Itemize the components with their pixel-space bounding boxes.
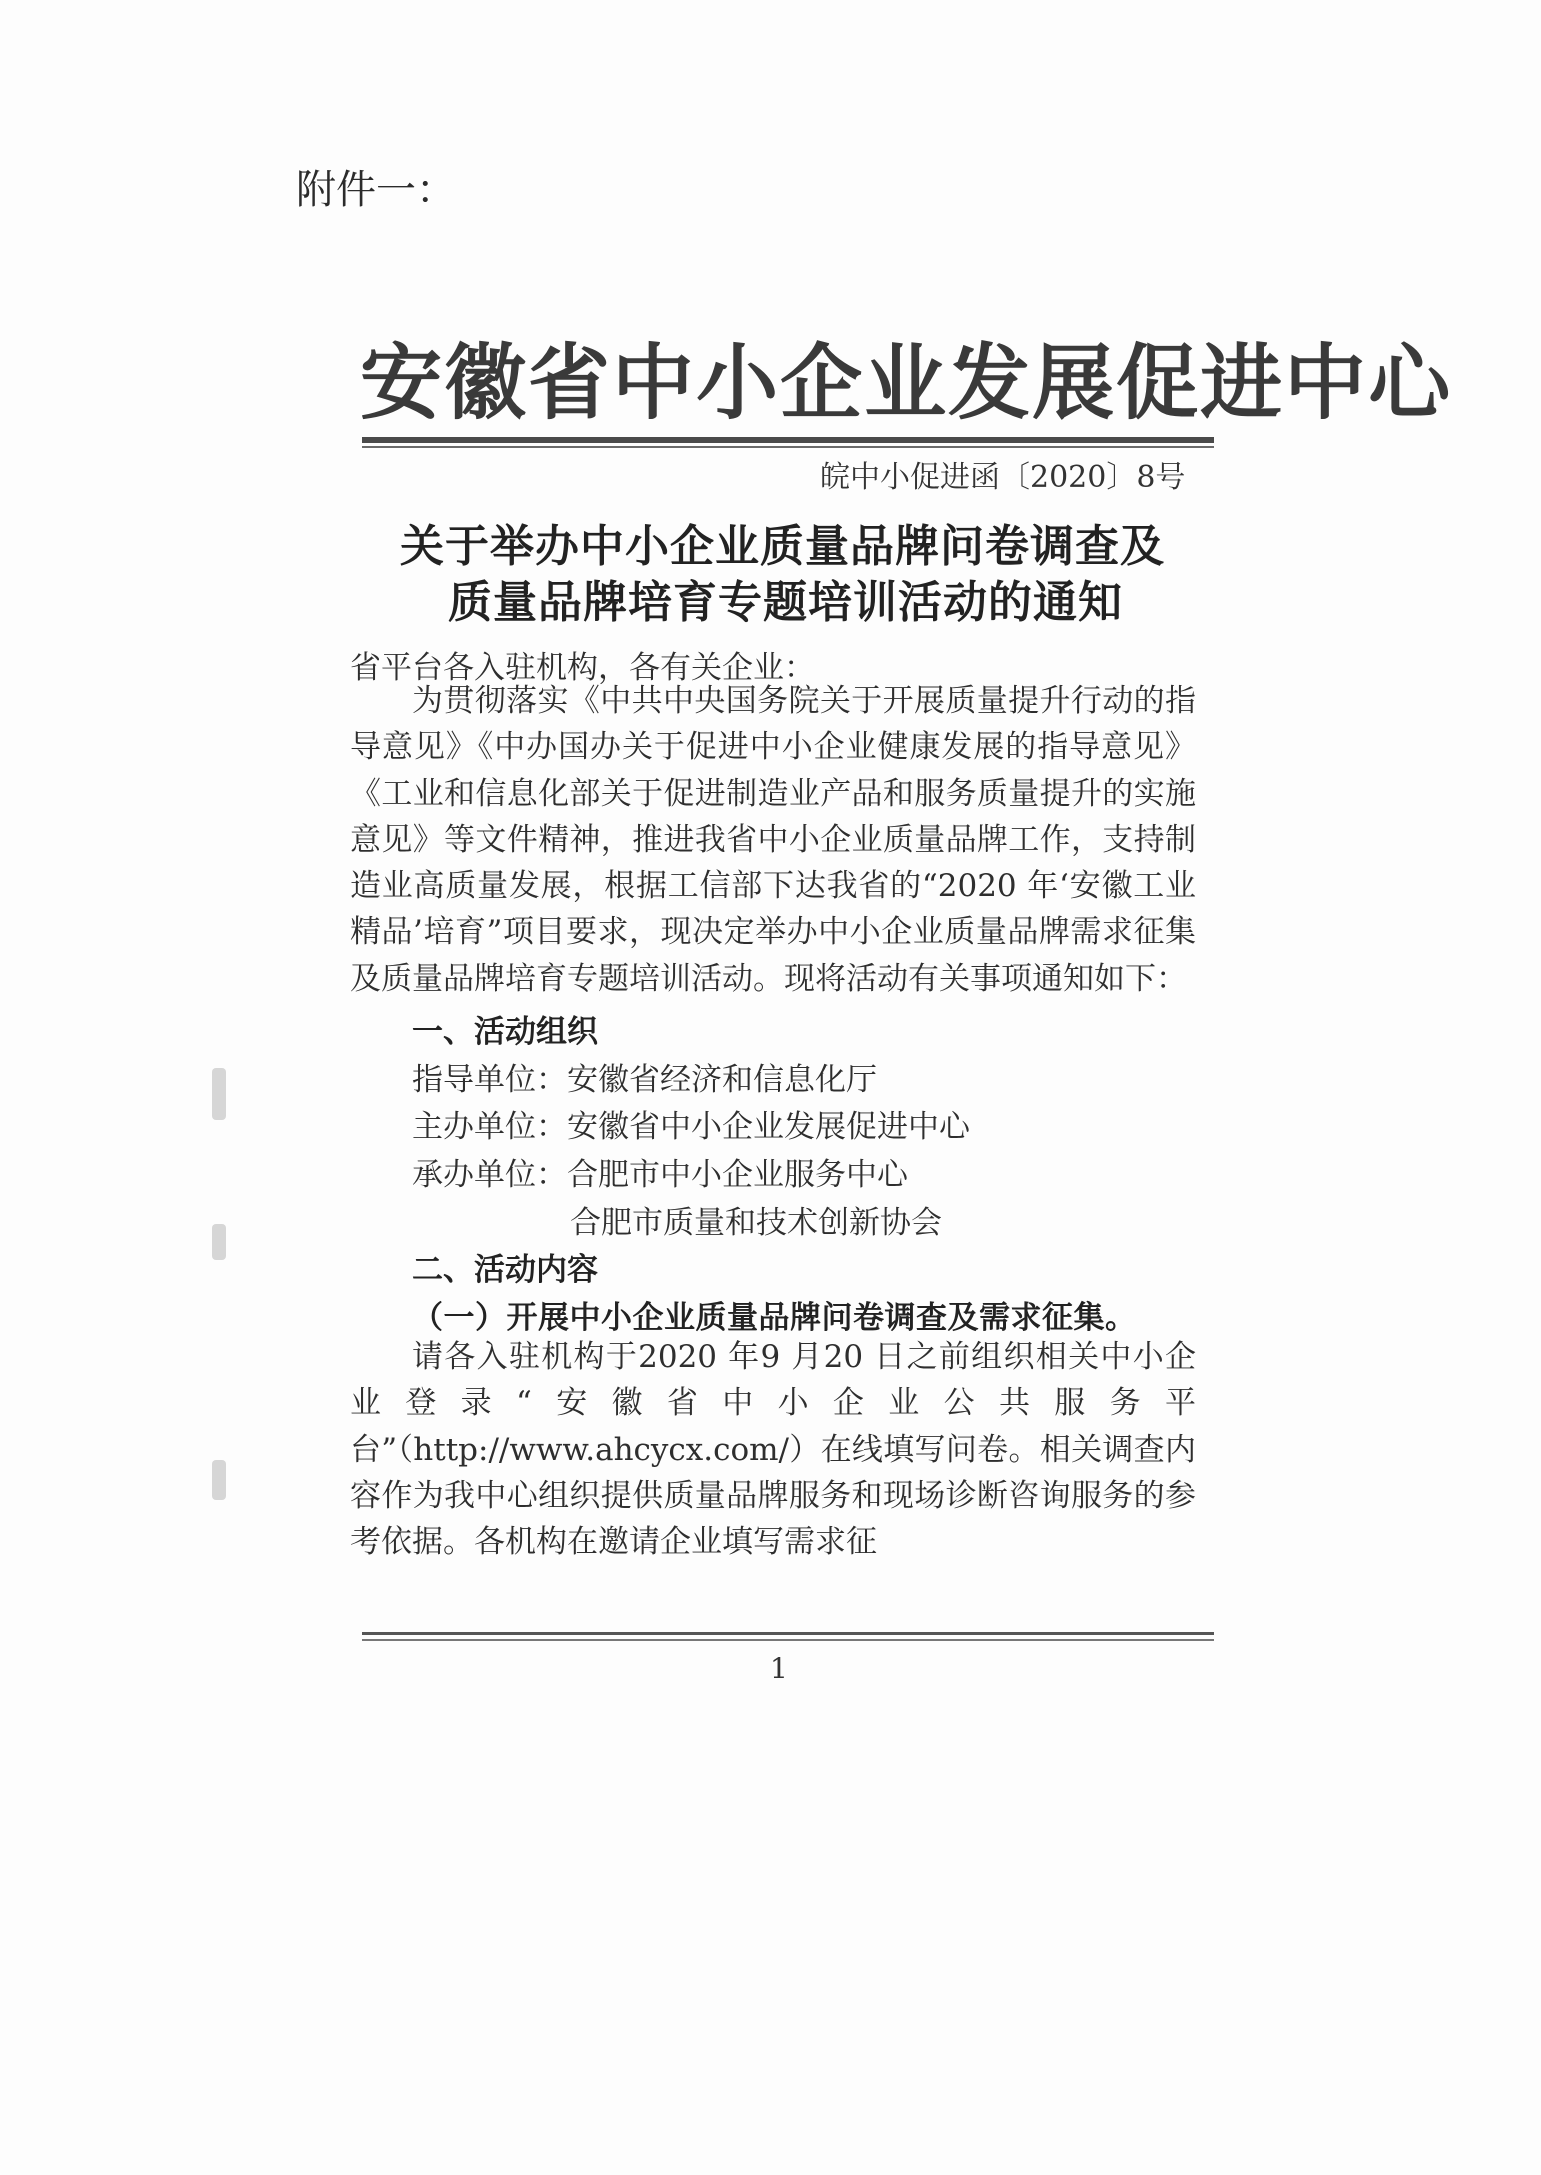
section2-sub1-heading: （一）开展中小企业质量品牌问卷调查及需求征集。	[412, 1300, 1137, 1336]
host-unit: 主办单位：安徽省中小企业发展促进中心	[412, 1109, 970, 1145]
notice-title-line2: 质量品牌培育专题培训活动的通知	[448, 577, 1123, 628]
org-title-char: 企	[780, 335, 865, 431]
scan-artifact	[212, 1224, 226, 1260]
org-title-char: 中	[1284, 335, 1369, 431]
org-title-char: 徽	[444, 335, 529, 431]
scan-artifact	[212, 1460, 226, 1500]
intro-paragraph: 为贯彻落实《中共中央国务院关于开展质量提升行动的指导意见》《中办国办关于促进中小企业健康发展的指导意见》《工业和信息化部关于促进制造业产品和服务质量提升的实施意见》等文件精神，推进我省中小企业质量品牌工作，支持制造业高质量发展，根据工信部下达我省的“2020 年‘安徽工业精品’培育”项目要求，现决定举办中小企业质量品牌需求征集及质量品牌培育专题培训活动。现将活动有关事项通知如下：	[350, 683, 1196, 997]
section1-heading: 一、活动组织	[412, 1014, 598, 1050]
header-rule-thin	[362, 446, 1214, 448]
section2-heading: 二、活动内容	[412, 1252, 598, 1288]
org-title-char: 展	[1032, 335, 1117, 431]
org-title-char: 小	[696, 335, 781, 431]
org-title-char: 安	[360, 335, 445, 431]
org-title-char: 中	[612, 335, 697, 431]
attachment-label: 附件一：	[296, 167, 456, 213]
footer-rule-thin	[362, 1639, 1214, 1641]
org-title-char: 省	[528, 335, 613, 431]
doc-number: 皖中小促进函〔2020〕8号	[820, 460, 1186, 495]
org-title-char: 心	[1368, 335, 1453, 431]
org-title-char: 促	[1116, 335, 1201, 431]
salutation: 省平台各入驻机构，各有关企业：	[350, 650, 815, 686]
header-rule-thick	[362, 437, 1214, 443]
org-title-char: 进	[1200, 335, 1285, 431]
survey-paragraph: 请各入驻机构于2020 年9 月20 日之前组织相关中小企业登录“安徽省中小企业公共服务平台”（http://www.ahcycx.com/）在线填写问卷。相关调查内容作为我中心组织提供质量品牌服务和现场诊断咨询服务的参考依据。各机构在邀请企业填写需求征	[350, 1339, 1196, 1561]
scan-artifact	[212, 1068, 226, 1120]
org-title	[360, 318, 1453, 435]
org-title-char: 发	[948, 335, 1033, 431]
org-title-char: 业	[864, 335, 949, 431]
co-organizer-unit: 合肥市质量和技术创新协会	[570, 1205, 942, 1241]
notice-title-line1: 关于举办中小企业质量品牌问卷调查及	[400, 521, 1165, 572]
page-number: 1	[770, 1652, 788, 1685]
footer-rule-thick	[362, 1632, 1214, 1635]
guide-unit: 指导单位：安徽省经济和信息化厅	[412, 1062, 877, 1098]
organizer-unit: 承办单位：合肥市中小企业服务中心	[412, 1157, 908, 1193]
